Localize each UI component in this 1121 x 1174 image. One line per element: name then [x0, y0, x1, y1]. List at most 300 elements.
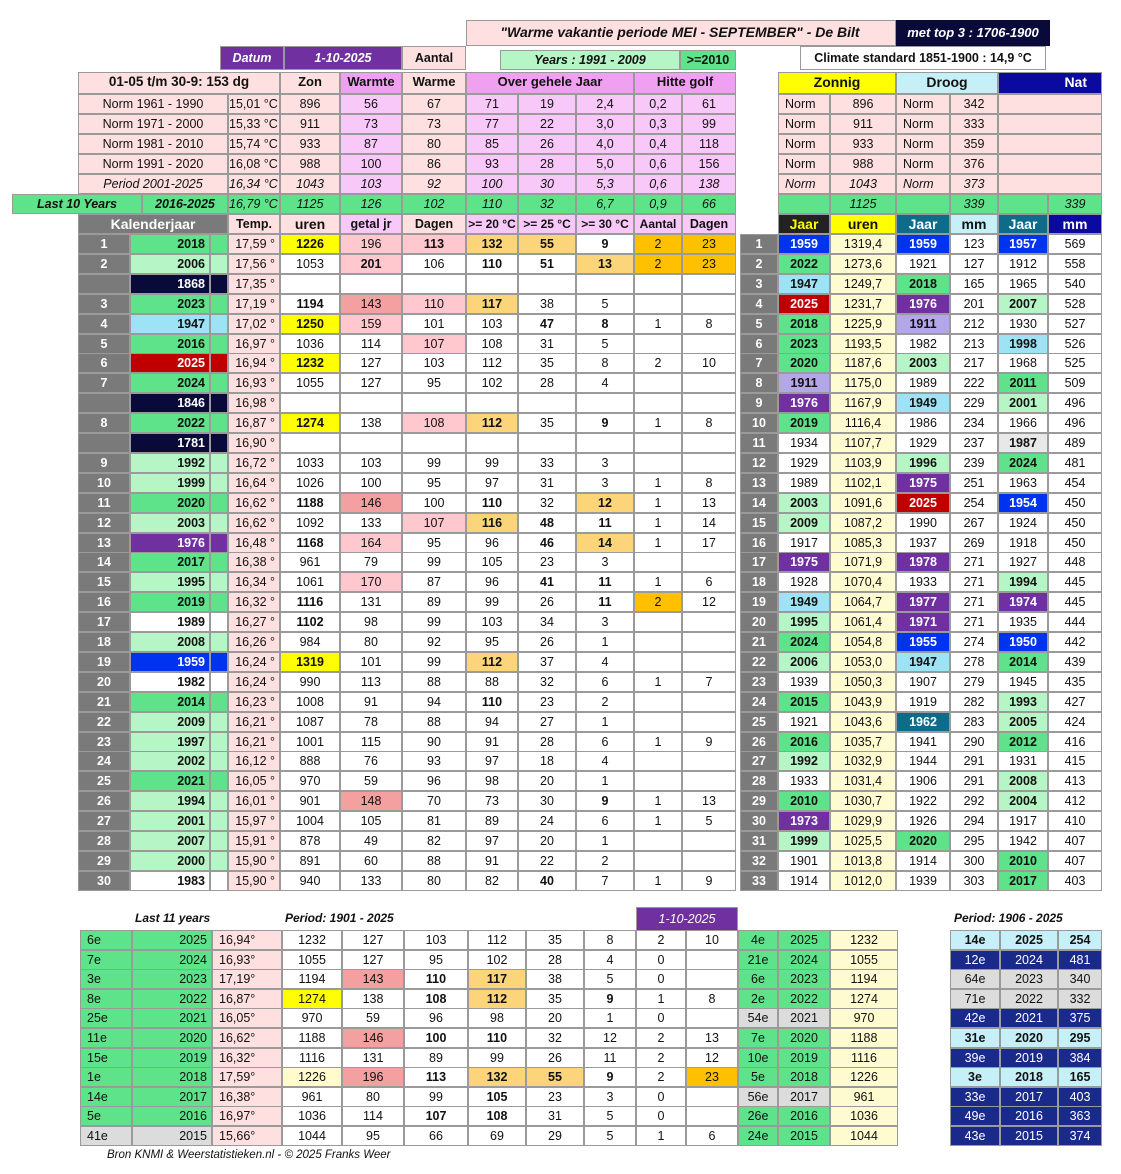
hitte-aantal-cell [634, 373, 682, 393]
year-pad [210, 413, 228, 433]
year-pad [210, 811, 228, 831]
nat-year: 1945 [998, 672, 1048, 692]
period1906-label: Period: 1906 - 2025 [954, 911, 1063, 925]
zonnig-year: 1995 [778, 612, 830, 632]
right-rank-number: 12 [740, 453, 778, 473]
zonnig-uren: 1013,8 [830, 851, 896, 871]
bottom-rank: 11e [80, 1028, 132, 1048]
climate-standard: Climate standard 1851-1900 : 14,9 °C [800, 46, 1046, 70]
hitte-aantal-cell: 1 [634, 811, 682, 831]
bottom-nat-year: 2024 [1000, 950, 1058, 970]
bottom-zonnig-rank: 54e [738, 1008, 778, 1028]
zonnig-year: 2019 [778, 413, 830, 433]
year-cell: 2008 [130, 632, 210, 652]
nat-mm: 439 [1048, 652, 1102, 672]
bottom-nat-mm: 165 [1058, 1067, 1102, 1087]
droog-mm: 291 [950, 771, 998, 791]
droog-year: 1959 [896, 234, 950, 254]
hitte-aantal-cell [634, 393, 682, 413]
bottom-ge20: 105 [468, 1087, 526, 1107]
bottom-ge25: 26 [526, 1048, 584, 1068]
zonnig-uren: 1012,0 [830, 871, 896, 891]
bottom-ge30: 4 [584, 950, 636, 970]
nat-mm: 526 [1048, 334, 1102, 354]
ge25-cell: 46 [518, 533, 576, 553]
bottom-warme: 95 [404, 950, 468, 970]
bottom-warme: 107 [404, 1106, 468, 1126]
zonnig-uren: 1071,9 [830, 552, 896, 572]
bottom-zon: 1226 [282, 1067, 342, 1087]
col-getal: getal jr [340, 214, 402, 234]
droog-year: 1989 [896, 373, 950, 393]
ge25-cell: 32 [518, 672, 576, 692]
rank-number: 9 [78, 453, 130, 473]
bottom-zon: 1188 [282, 1028, 342, 1048]
bottom-ge30: 5 [584, 1106, 636, 1126]
bottom-ge20: 98 [468, 1008, 526, 1028]
warmte-cell: 105 [340, 811, 402, 831]
norm-e: 118 [682, 134, 736, 154]
year-cell: 2022 [130, 413, 210, 433]
ge30-cell: 1 [576, 831, 634, 851]
zon-cell: 984 [280, 632, 340, 652]
year-pad [210, 791, 228, 811]
right-rank-number: 21 [740, 632, 778, 652]
nat-year: 1965 [998, 274, 1048, 294]
hitte-dagen-cell [682, 612, 736, 632]
hitte-dagen-cell: 23 [682, 254, 736, 274]
norm-warme: 86 [402, 154, 466, 174]
droog-mm: 269 [950, 533, 998, 553]
norm-droog-value: 376 [950, 154, 998, 174]
rank-number: 21 [78, 692, 130, 712]
ge30-cell: 3 [576, 612, 634, 632]
ge20-cell: 103 [466, 612, 518, 632]
bottom-zonnig-year: 2025 [778, 930, 830, 950]
hitte-dagen-cell: 10 [682, 353, 736, 373]
norm-label: Norm 1981 - 2010 [78, 134, 228, 154]
bottom-date: 1-10-2025 [636, 907, 738, 931]
bottom-nat-year: 2016 [1000, 1106, 1058, 1126]
norm-label: Norm 1991 - 2020 [78, 154, 228, 174]
bottom-warmte: 143 [342, 969, 404, 989]
zonnig-year: 1939 [778, 672, 830, 692]
bottom-ge20: 112 [468, 930, 526, 950]
right-rank-number: 5 [740, 314, 778, 334]
year-pad [210, 373, 228, 393]
zonnig-uren: 1032,9 [830, 751, 896, 771]
year-pad [210, 692, 228, 712]
ge25-cell: 26 [518, 592, 576, 612]
bottom-ge25: 28 [526, 950, 584, 970]
temp-cell: 16,12 ° [228, 751, 280, 771]
year-pad [210, 234, 228, 254]
rank-number: 15 [78, 572, 130, 592]
year-pad [210, 871, 228, 891]
last10-warmte: 126 [340, 194, 402, 214]
norm-warme: 92 [402, 174, 466, 194]
temp-cell: 16,38 ° [228, 552, 280, 572]
warme-cell: 101 [402, 314, 466, 334]
last10-a: 110 [466, 194, 518, 214]
ge25-cell: 28 [518, 732, 576, 752]
hitte-dagen-cell [682, 692, 736, 712]
hitte-dagen-cell [682, 751, 736, 771]
norm-droog-label: Norm [896, 94, 950, 114]
rank-number: 7 [78, 373, 130, 393]
norm-temp: 15,01 °C [228, 94, 280, 114]
bottom-warmte: 127 [342, 950, 404, 970]
nat-mm: 496 [1048, 393, 1102, 413]
ge25-cell [518, 274, 576, 294]
bottom-warme: 96 [404, 1008, 468, 1028]
ge30-cell: 12 [576, 493, 634, 513]
year-cell: 2016 [130, 334, 210, 354]
bottom-year: 2016 [132, 1106, 212, 1126]
bottom-temp: 16,32° [212, 1048, 282, 1068]
zonnig-uren: 1050,3 [830, 672, 896, 692]
rank-number: 8 [78, 413, 130, 433]
rank-number: 28 [78, 831, 130, 851]
bottom-nat-year: 2020 [1000, 1028, 1058, 1048]
year-cell: 1846 [130, 393, 210, 413]
zonnig-uren: 1053,0 [830, 652, 896, 672]
year-pad [210, 254, 228, 274]
warme-cell: 99 [402, 552, 466, 572]
ge30-cell [576, 393, 634, 413]
ge30-cell: 6 [576, 811, 634, 831]
year-cell: 2003 [130, 513, 210, 533]
bottom-ge30: 5 [584, 1126, 636, 1146]
bottom-nat-rank: 64e [950, 969, 1000, 989]
year-cell: 1997 [130, 732, 210, 752]
year-cell: 2025 [130, 353, 210, 373]
bottom-zonnig-rank: 10e [738, 1048, 778, 1068]
year-pad [210, 473, 228, 493]
year-pad [210, 513, 228, 533]
norm-nat-empty [998, 174, 1102, 194]
nat-year: 2017 [998, 871, 1048, 891]
zonnig-year: 1901 [778, 851, 830, 871]
bottom-nat-year: 2019 [1000, 1048, 1058, 1068]
warme-cell: 95 [402, 533, 466, 553]
warmte-cell: 133 [340, 513, 402, 533]
bottom-hitte-aantal: 0 [636, 1106, 686, 1126]
bottom-nat-rank: 49e [950, 1106, 1000, 1126]
droog-year: 1982 [896, 334, 950, 354]
zonnig-uren: 1085,3 [830, 533, 896, 553]
zonnig-year: 2023 [778, 334, 830, 354]
ge25-cell: 35 [518, 413, 576, 433]
last10-zon: 1125 [280, 194, 340, 214]
year-cell: 2024 [130, 373, 210, 393]
temp-cell: 15,90 ° [228, 851, 280, 871]
droog-mm: 271 [950, 592, 998, 612]
nat-mm: 509 [1048, 373, 1102, 393]
droog-year: 2020 [896, 831, 950, 851]
zon-cell: 1102 [280, 612, 340, 632]
droog-mm: 271 [950, 552, 998, 572]
year-cell: 2018 [130, 234, 210, 254]
right-rank-number: 26 [740, 732, 778, 752]
ge25-cell: 55 [518, 234, 576, 254]
year-pad [210, 771, 228, 791]
nat-mm: 403 [1048, 871, 1102, 891]
bottom-ge25: 29 [526, 1126, 584, 1146]
hitte-dagen-cell: 7 [682, 672, 736, 692]
warmte-cell: 127 [340, 353, 402, 373]
zonnig-year: 1992 [778, 751, 830, 771]
droog-year: 1907 [896, 672, 950, 692]
bottom-zon: 1232 [282, 930, 342, 950]
norm-b: 26 [518, 134, 576, 154]
warmte-cell: 148 [340, 791, 402, 811]
zonnig-uren: 1087,2 [830, 513, 896, 533]
warme-cell: 99 [402, 612, 466, 632]
zon-cell: 970 [280, 771, 340, 791]
bottom-zon: 961 [282, 1087, 342, 1107]
warmte-cell: 114 [340, 334, 402, 354]
warmte-cell [340, 433, 402, 453]
col-dagen: Dagen [402, 214, 466, 234]
year-cell: 1947 [130, 314, 210, 334]
droog-year: 1914 [896, 851, 950, 871]
nat-year: 1966 [998, 413, 1048, 433]
year-pad [210, 533, 228, 553]
hitte-aantal-cell: 1 [634, 572, 682, 592]
nat-year: 1931 [998, 751, 1048, 771]
bottom-nat-year: 2017 [1000, 1087, 1058, 1107]
warmte-cell: 60 [340, 851, 402, 871]
ge25-cell: 27 [518, 712, 576, 732]
nat-year: 1942 [998, 831, 1048, 851]
last10-zonnig: 1125 [830, 194, 896, 214]
droog-year: 1926 [896, 811, 950, 831]
zon-cell: 1004 [280, 811, 340, 831]
hitte-dagen-cell: 9 [682, 871, 736, 891]
warmte-cell: 80 [340, 632, 402, 652]
bottom-nat-mm: 403 [1058, 1087, 1102, 1107]
bottom-nat-mm: 384 [1058, 1048, 1102, 1068]
ge20-cell: 132 [466, 234, 518, 254]
droog-mm: 222 [950, 373, 998, 393]
hitte-dagen-cell [682, 552, 736, 572]
bottom-rank: 7e [80, 950, 132, 970]
zonnig-uren: 1193,5 [830, 334, 896, 354]
hitte-aantal-cell [634, 751, 682, 771]
bottom-warmte: 95 [342, 1126, 404, 1146]
norm-droog-value: 333 [950, 114, 998, 134]
nat-mm: 416 [1048, 732, 1102, 752]
warme-cell: 95 [402, 373, 466, 393]
bottom-temp: 16,94° [212, 930, 282, 950]
right-rank-number: 28 [740, 771, 778, 791]
right-rank-number: 30 [740, 811, 778, 831]
bottom-hitte-dagen: 23 [686, 1067, 738, 1087]
droog-mm: 165 [950, 274, 998, 294]
warmte-cell: 131 [340, 592, 402, 612]
nat-year: 2001 [998, 393, 1048, 413]
norm-a: 71 [466, 94, 518, 114]
temp-cell: 16,23 ° [228, 692, 280, 712]
bottom-year: 2022 [132, 989, 212, 1009]
rank-number: 26 [78, 791, 130, 811]
warme-cell [402, 433, 466, 453]
nat-year: 1987 [998, 433, 1048, 453]
zon-cell: 1168 [280, 533, 340, 553]
zon-cell: 1092 [280, 513, 340, 533]
hitte-dagen-cell: 8 [682, 413, 736, 433]
period-label: 01-05 t/m 30-9: 153 dg [78, 72, 280, 94]
bottom-hitte-dagen: 10 [686, 930, 738, 950]
nat-year: 1927 [998, 552, 1048, 572]
warme-cell: 81 [402, 811, 466, 831]
bottom-ge25: 35 [526, 930, 584, 950]
right-rank-number: 6 [740, 334, 778, 354]
bottom-nat-rank: 43e [950, 1126, 1000, 1146]
ge20-cell: 96 [466, 572, 518, 592]
right-rank-number: 7 [740, 353, 778, 373]
nat-year: 2010 [998, 851, 1048, 871]
nat-mm: 558 [1048, 254, 1102, 274]
nat-mm: 527 [1048, 314, 1102, 334]
hitte-dagen-cell [682, 632, 736, 652]
hitte-aantal-cell [634, 851, 682, 871]
warme-cell: 99 [402, 652, 466, 672]
zonnig-year: 2022 [778, 254, 830, 274]
norm-zonnig-label: Norm [778, 154, 830, 174]
nat-year: 1924 [998, 513, 1048, 533]
norm-a: 77 [466, 114, 518, 134]
source-footer: Bron KNMI & Weerstatistieken.nl - © 2025 Franks Weer [107, 1149, 391, 1161]
zonnig-year: 1973 [778, 811, 830, 831]
droog-mm: 271 [950, 612, 998, 632]
ge30-cell: 5 [576, 334, 634, 354]
warmte-cell: 170 [340, 572, 402, 592]
nat-year: 2014 [998, 652, 1048, 672]
year-pad [210, 552, 228, 572]
bottom-year: 2023 [132, 969, 212, 989]
col-droog: Droog [896, 72, 998, 94]
nat-year: 1968 [998, 353, 1048, 373]
norm-c: 5,3 [576, 174, 634, 194]
last10-d: 0,9 [634, 194, 682, 214]
zonnig-uren: 1167,9 [830, 393, 896, 413]
norm-warme: 73 [402, 114, 466, 134]
temp-cell: 17,02 ° [228, 314, 280, 334]
zonnig-year: 1976 [778, 393, 830, 413]
warmte-cell: 78 [340, 712, 402, 732]
bottom-ge30: 8 [584, 930, 636, 950]
ge20-cell: 99 [466, 453, 518, 473]
year-cell: 1781 [130, 433, 210, 453]
droog-year: 1944 [896, 751, 950, 771]
ge30-cell: 9 [576, 791, 634, 811]
year-pad [210, 632, 228, 652]
droog-mm: 295 [950, 831, 998, 851]
zonnig-uren: 1107,7 [830, 433, 896, 453]
ge20-cell: 108 [466, 334, 518, 354]
ge20-cell: 73 [466, 791, 518, 811]
bottom-nat-year: 2018 [1000, 1067, 1058, 1087]
col-over-jaar: Over gehele Jaar [466, 72, 634, 94]
warme-cell: 99 [402, 453, 466, 473]
last10-b: 32 [518, 194, 576, 214]
col-nat-jaar: Jaar [998, 214, 1048, 234]
warmte-cell: 115 [340, 732, 402, 752]
nat-year: 1950 [998, 632, 1048, 652]
warme-cell: 95 [402, 473, 466, 493]
rank-number: 19 [78, 652, 130, 672]
right-rank-number: 20 [740, 612, 778, 632]
droog-mm: 300 [950, 851, 998, 871]
bottom-ge30: 1 [584, 1008, 636, 1028]
col-zonnig-jaar: Jaar [778, 214, 830, 234]
hitte-dagen-cell [682, 274, 736, 294]
warmte-cell: 100 [340, 473, 402, 493]
nat-year: 2005 [998, 712, 1048, 732]
ge20-cell [466, 433, 518, 453]
last10-blank [998, 194, 1048, 214]
hitte-aantal-cell: 1 [634, 493, 682, 513]
right-rank-number: 3 [740, 274, 778, 294]
ge25-cell: 37 [518, 652, 576, 672]
droog-year: 1977 [896, 592, 950, 612]
warmte-cell [340, 393, 402, 413]
warmte-cell: 201 [340, 254, 402, 274]
right-rank-number: 1 [740, 234, 778, 254]
bottom-nat-mm: 481 [1058, 950, 1102, 970]
year-pad [210, 572, 228, 592]
zonnig-uren: 1249,7 [830, 274, 896, 294]
ge20-cell: 112 [466, 652, 518, 672]
ge25-cell: 33 [518, 453, 576, 473]
nat-mm: 569 [1048, 234, 1102, 254]
year-cell: 2007 [130, 831, 210, 851]
last10-label: Last 10 Years [12, 194, 142, 214]
right-rank-number: 19 [740, 592, 778, 612]
norm-nat-empty [998, 114, 1102, 134]
bottom-zonnig-uren: 970 [830, 1008, 898, 1028]
zonnig-uren: 1043,6 [830, 712, 896, 732]
zon-cell: 1008 [280, 692, 340, 712]
zon-cell: 891 [280, 851, 340, 871]
droog-mm: 290 [950, 732, 998, 752]
zonnig-uren: 1031,4 [830, 771, 896, 791]
bottom-ge30: 12 [584, 1028, 636, 1048]
datum-label: Datum [220, 46, 284, 70]
right-rank-number: 10 [740, 413, 778, 433]
norm-zonnig-label: Norm [778, 134, 830, 154]
ge20-cell: 110 [466, 254, 518, 274]
zonnig-year: 1929 [778, 453, 830, 473]
right-rank-number: 29 [740, 791, 778, 811]
zonnig-year: 1921 [778, 712, 830, 732]
nat-mm: 415 [1048, 751, 1102, 771]
droog-year: 1949 [896, 393, 950, 413]
zon-cell [280, 433, 340, 453]
norm-droog-label: Norm [896, 134, 950, 154]
ge20-cell [466, 393, 518, 413]
norm-label: Norm 1961 - 1990 [78, 94, 228, 114]
ge25-cell: 48 [518, 513, 576, 533]
hitte-aantal-cell [634, 652, 682, 672]
zonnig-uren: 1091,6 [830, 493, 896, 513]
bottom-ge20: 69 [468, 1126, 526, 1146]
nat-mm: 407 [1048, 831, 1102, 851]
nat-mm: 454 [1048, 473, 1102, 493]
bottom-nat-year: 2022 [1000, 989, 1058, 1009]
